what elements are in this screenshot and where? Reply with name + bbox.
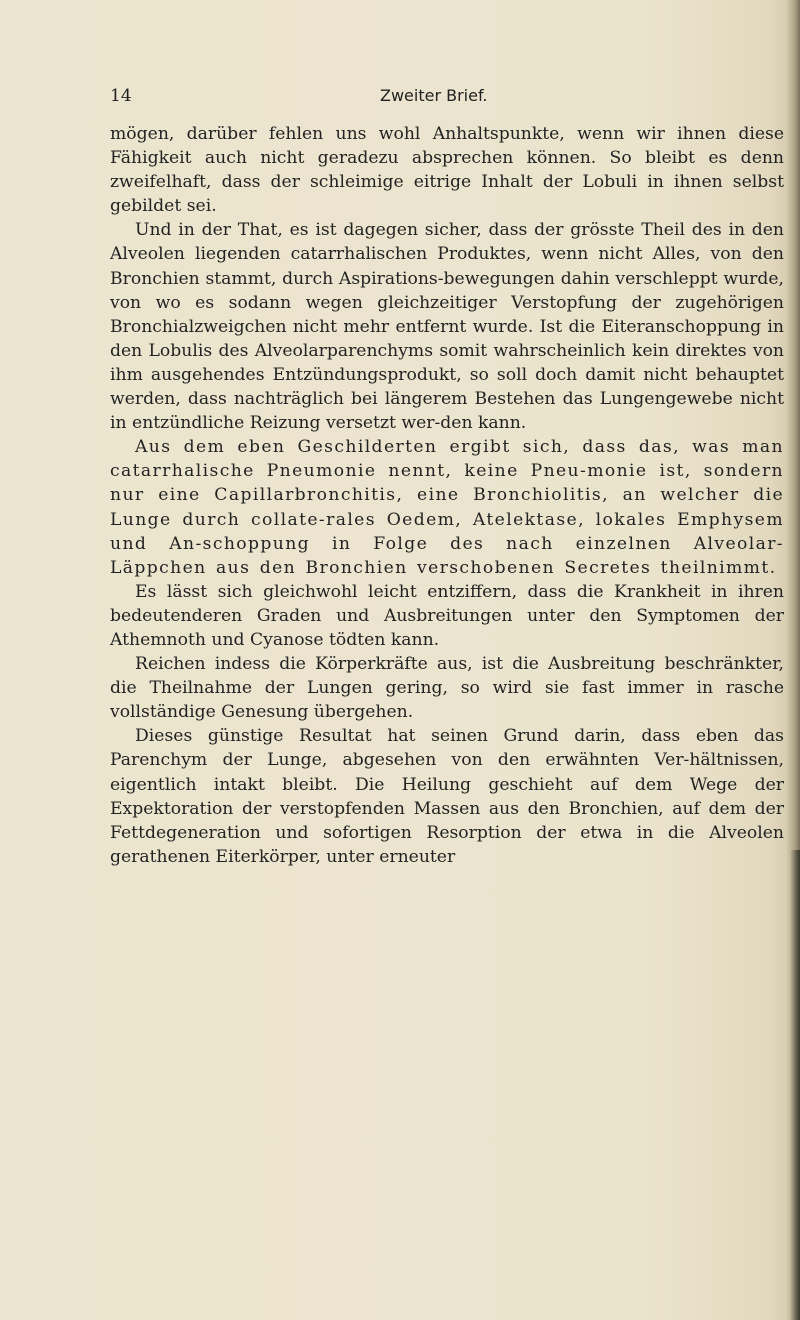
paragraph-3: Aus dem eben Geschilderten ergibt sich, dass das, was man catarrhalische Pneumonie nennt, keine Pneu-monie ist, sondern nur eine Capillarbronchitis, eine Bronchiolitis, an welcher die Lunge durch collate-rales Oedem, Atelektase, lokales Emphysem und An-schoppung in Folge des nach einzelnen Alveolar-Läppchen aus den Bronchien verschobenen Secretes theilnimmt.: [110, 437, 784, 578]
page-number: 14: [110, 86, 132, 106]
paragraph-6: Dieses günstige Resultat hat seinen Grund darin, dass eben das Parenchym der Lunge, abgesehen von den erwähnten Ver-hältnissen, eigentlich intakt bleibt. Die Heilung geschieht auf dem Wege der Expektoration der verstopfenden Massen aus den Bronchien, auf dem der Fettdegeneration und sofortigen Resorption der etwa in die Alveolen gerathenen Eiterkörper, unter erneuter: [110, 726, 784, 867]
paragraph-1: mögen, darüber fehlen uns wohl Anhaltspunkte, wenn wir ihnen diese Fähigkeit auch nicht geradezu absprechen können. So bleibt es denn zweifelhaft, dass der schleimige eitrige Inhalt der Lobuli in ihnen selbst gebildet sei.: [110, 124, 784, 217]
paragraph-4: Es lässt sich gleichwohl leicht entziffern, dass die Krankheit in ihren bedeutenderen Graden und Ausbreitungen unter den Symptomen der Athemnoth und Cyanose tödten kann.: [110, 581, 784, 650]
page-header: [110, 86, 790, 114]
page-edge-dark: [790, 850, 800, 1320]
body-text: [110, 122, 784, 869]
paragraph-5: Reichen indess die Körperkräfte aus, ist die Ausbreitung beschränkter, die Theilnahme der Lungen gering, so wird sie fast immer in rasche vollständige Genesung übergehen.: [110, 654, 784, 723]
paragraph-2: Und in der That, es ist dagegen sicher, dass der grösste Theil des in den Alveolen liegenden catarrhalischen Produktes, wenn nicht Alles, von den Bronchien stammt, durch Aspirations-bewegungen dahin verschleppt wurde, von wo es sodann wegen gleichzeitiger Verstopfung der zugehörigen Bronchialzweigchen nicht mehr entfernt wurde. Ist die Eiteranschoppung in den Lobulis des Alveolarparenchyms somit wahrscheinlich kein direktes von ihm ausgehendes Entzündungsprodukt, so soll doch damit nicht behauptet werden, dass nachträglich bei längerem Bestehen das Lungengewebe nicht in entzündliche Reizung versetzt wer-den kann.: [110, 220, 784, 434]
running-title: Zweiter Brief.: [380, 86, 488, 105]
